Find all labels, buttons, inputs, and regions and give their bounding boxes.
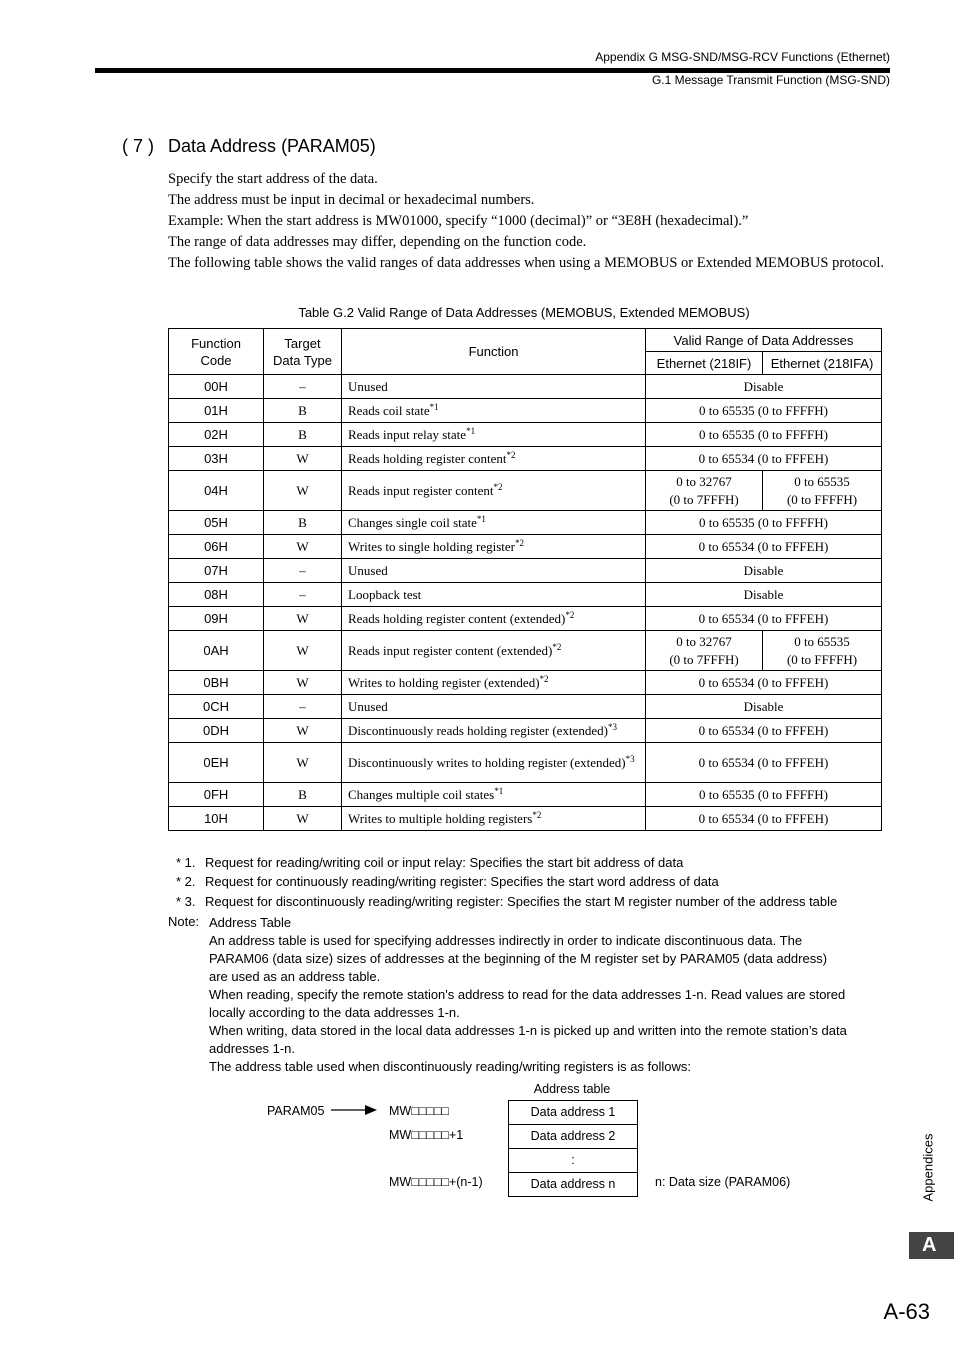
address-table-cell: Data address n: [530, 1177, 616, 1191]
function-text: Unused: [348, 379, 388, 394]
cell-range: 0 to 65534 (0 to FFFEH): [646, 447, 882, 471]
cell-function-code: 01H: [169, 399, 264, 423]
cell-function-code: 08H: [169, 583, 264, 607]
footnote-ref: *2: [532, 810, 542, 820]
note-title: Address Table: [209, 915, 292, 930]
cell-range: Disable: [646, 559, 882, 583]
function-text: Reads input relay state: [348, 427, 467, 442]
cell-range: 0 to 65534 (0 to FFFEH): [646, 719, 882, 743]
function-text: Discontinuously writes to holding register (extended): [348, 755, 626, 770]
cell-range: Disable: [646, 583, 882, 607]
cell-function-code: 07H: [169, 559, 264, 583]
cell-data-type: –: [264, 583, 342, 607]
body-text: [168, 169, 892, 274]
table-body: [169, 375, 882, 831]
cell-function: [342, 743, 646, 783]
function-text: Writes to holding register (extended): [348, 675, 540, 690]
cell-data-type: W: [264, 719, 342, 743]
cell-data-type: B: [264, 511, 342, 535]
body-paragraph: Specify the start address of the data.: [168, 171, 378, 187]
range-hex: (0 to FFFFH): [786, 491, 858, 507]
table-row: [169, 423, 882, 447]
appendices-tab-label: Appendices: [920, 1133, 936, 1202]
cell-function: [342, 423, 646, 447]
function-text: Reads input register content (extended): [348, 643, 553, 658]
cell-range: 0 to 65534 (0 to FFFEH): [646, 607, 882, 631]
table-row: [169, 607, 882, 631]
cell-data-type: W: [264, 807, 342, 831]
table-row: [169, 535, 882, 559]
cell-function-code: 02H: [169, 423, 264, 447]
footnote-ref: *2: [493, 482, 503, 492]
address-table-cell: :: [509, 1149, 637, 1173]
cell-function: [342, 511, 646, 535]
cell-range: 0 to 65535 (0 to FFFFH): [646, 511, 882, 535]
cell-function: [342, 631, 646, 671]
header-function-code: Function Code: [169, 329, 264, 375]
cell-range-218ifa: [763, 631, 882, 671]
header-ethernet-218if: Ethernet (218IF): [646, 352, 763, 375]
cell-function-code: 00H: [169, 375, 264, 399]
cell-function: [342, 719, 646, 743]
mw-plus1-label: MW□□□□□+1: [389, 1128, 464, 1142]
footnote-text: Request for discontinuously reading/writing register: Specifies the start M register number of the address table: [205, 894, 838, 909]
function-text: Reads holding register content (extended): [348, 611, 566, 626]
table-caption: Table G.2 Valid Range of Data Addresses (MEMOBUS, Extended MEMOBUS): [298, 305, 750, 320]
footnote-mark: * 2.: [176, 874, 196, 889]
running-header-section: G.1 Message Transmit Function (MSG-SND): [651, 73, 890, 87]
note-paragraph: When reading, specify the remote station's address to read for the data addresses 1-n. Read values are stored locally according to the data addresses 1-n.: [209, 987, 846, 1020]
cell-function: [342, 671, 646, 695]
cell-function-code: 0BH: [169, 671, 264, 695]
table-row: [169, 399, 882, 423]
section-heading: [122, 136, 376, 157]
note-paragraph: The address table used when discontinuously reading/writing registers is as follows:: [209, 1059, 691, 1074]
cell-data-type: W: [264, 471, 342, 511]
cell-function: [342, 807, 646, 831]
table-row: [169, 559, 882, 583]
arrow-right-icon: [331, 1103, 379, 1117]
range-hex: (0 to 7FFFH): [669, 491, 739, 507]
table-row: [169, 471, 882, 511]
cell-function: [342, 559, 646, 583]
cell-function: [342, 583, 646, 607]
section-number: ( 7 ): [122, 136, 155, 156]
param05-label: PARAM05: [267, 1104, 325, 1118]
cell-data-type: B: [264, 423, 342, 447]
mw-start-label: MW□□□□□: [389, 1104, 449, 1118]
footnote-ref: *2: [515, 538, 525, 548]
cell-range: 0 to 65534 (0 to FFFEH): [646, 743, 882, 783]
note-body: [209, 914, 849, 1076]
function-text: Unused: [348, 563, 388, 578]
footnote-text: Request for reading/writing coil or input relay: Specifies the start bit address of data: [205, 855, 684, 870]
cell-range: Disable: [646, 695, 882, 719]
mw-last-label: MW□□□□□+(n-1): [389, 1175, 483, 1189]
cell-function: [342, 399, 646, 423]
page-number: A-63: [883, 1299, 930, 1324]
header-valid-range: Valid Range of Data Addresses: [646, 329, 882, 352]
appendices-side-tab: [910, 1130, 936, 1210]
cell-function: [342, 471, 646, 511]
note-paragraph: When writing, data stored in the local data addresses 1-n is picked up and written into the remote station’s data addresses 1-n.: [209, 1023, 847, 1056]
function-text: Loopback test: [348, 587, 422, 602]
footnote-ref: *2: [539, 674, 549, 684]
footnote-mark: * 1.: [176, 855, 196, 870]
table-row: [169, 695, 882, 719]
table-row: [169, 583, 882, 607]
appendix-letter-tab: A: [909, 1232, 954, 1259]
cell-range: 0 to 65534 (0 to FFFEH): [646, 671, 882, 695]
footnote-ref: *1: [466, 426, 476, 436]
footnote-3: [176, 894, 837, 909]
cell-function: [342, 607, 646, 631]
address-table-title: Address table: [533, 1082, 611, 1096]
cell-range-218ifa: [763, 471, 882, 511]
footnote-2: [176, 874, 719, 889]
cell-data-type: W: [264, 447, 342, 471]
cell-data-type: –: [264, 559, 342, 583]
cell-range: 0 to 65534 (0 to FFFEH): [646, 535, 882, 559]
cell-data-type: B: [264, 399, 342, 423]
header-target-data-type: Target Data Type: [264, 329, 342, 375]
cell-function-code: 03H: [169, 447, 264, 471]
cell-function-code: 0AH: [169, 631, 264, 671]
data-size-note: n: Data size (PARAM06): [655, 1175, 791, 1189]
cell-data-type: B: [264, 783, 342, 807]
cell-data-type: W: [264, 743, 342, 783]
cell-data-type: –: [264, 695, 342, 719]
header-function: Function: [342, 329, 646, 375]
footnote-ref: *1: [494, 786, 504, 796]
address-table: [508, 1100, 638, 1197]
cell-range: 0 to 65535 (0 to FFFFH): [646, 783, 882, 807]
table-row: [169, 719, 882, 743]
cell-function: [342, 783, 646, 807]
function-text: Writes to single holding register: [348, 539, 516, 554]
address-range-table: [168, 328, 882, 831]
footnote-1: [176, 855, 683, 870]
cell-range: 0 to 65534 (0 to FFFEH): [646, 807, 882, 831]
cell-function-code: 0CH: [169, 695, 264, 719]
body-paragraph: The address must be input in decimal or hexadecimal numbers.: [168, 192, 535, 208]
range-value: 0 to 32767: [676, 473, 732, 489]
body-paragraph: The following table shows the valid ranges of data addresses when using a MEMOBUS or Extended MEMOBUS protocol.: [168, 255, 885, 271]
cell-range: 0 to 65535 (0 to FFFFH): [646, 423, 882, 447]
address-table-cell: Data address 2: [509, 1125, 637, 1149]
body-paragraph: The range of data addresses may differ, depending on the function code.: [168, 234, 587, 250]
cell-range: 0 to 65535 (0 to FFFFH): [646, 399, 882, 423]
range-value: 0 to 65535: [794, 633, 850, 649]
cell-function-code: 09H: [169, 607, 264, 631]
footnote-ref: *1: [429, 402, 439, 412]
cell-function-code: 10H: [169, 807, 264, 831]
cell-function: [342, 375, 646, 399]
cell-function-code: 04H: [169, 471, 264, 511]
function-text: Discontinuously reads holding register (extended): [348, 723, 608, 738]
cell-function: [342, 535, 646, 559]
cell-data-type: W: [264, 607, 342, 631]
footnote-ref: *3: [625, 754, 635, 764]
cell-function-code: 06H: [169, 535, 264, 559]
table-row: [169, 671, 882, 695]
function-text: Changes multiple coil states: [348, 787, 495, 802]
cell-data-type: W: [264, 535, 342, 559]
footnote-ref: *2: [506, 450, 516, 460]
table-row: [169, 375, 882, 399]
address-table-cell: Data address 1: [509, 1101, 637, 1125]
footnote-ref: *2: [552, 642, 562, 652]
footnote-ref: *2: [565, 610, 575, 620]
table-row: [169, 447, 882, 471]
footnote-mark: * 3.: [176, 894, 196, 909]
range-value: 0 to 32767: [676, 633, 732, 649]
footnote-text: Request for continuously reading/writing register: Specifies the start word address of data: [205, 874, 719, 889]
footnote-ref: *1: [476, 514, 486, 524]
function-text: Changes single coil state: [348, 515, 477, 530]
header-ethernet-218ifa: Ethernet (218IFA): [763, 352, 882, 375]
function-text: Reads input register content: [348, 483, 494, 498]
range-value: 0 to 65535: [794, 473, 850, 489]
function-text: Writes to multiple holding registers: [348, 811, 533, 826]
cell-function-code: 0DH: [169, 719, 264, 743]
cell-function-code: 0FH: [169, 783, 264, 807]
body-paragraph: Example: When the start address is MW01000, specify “1000 (decimal)” or “3E8H (hexadecimal).”: [168, 213, 749, 229]
table-row: [169, 511, 882, 535]
function-text: Reads holding register content: [348, 451, 507, 466]
running-header-chapter: Appendix G MSG-SND/MSG-RCV Functions (Ethernet): [595, 50, 890, 64]
table-row: [169, 631, 882, 671]
range-hex: (0 to 7FFFH): [669, 651, 739, 667]
footnote-ref: *3: [607, 722, 617, 732]
cell-data-type: W: [264, 671, 342, 695]
table-row: [169, 807, 882, 831]
section-title: Data Address (PARAM05): [168, 136, 376, 156]
note-label: Note:: [168, 914, 200, 929]
cell-function: [342, 695, 646, 719]
range-hex: (0 to FFFFH): [786, 651, 858, 667]
cell-function-code: 0EH: [169, 743, 264, 783]
cell-data-type: W: [264, 631, 342, 671]
function-text: Reads coil state: [348, 403, 430, 418]
cell-range: Disable: [646, 375, 882, 399]
table-row: [169, 783, 882, 807]
cell-function: [342, 447, 646, 471]
note-paragraph: An address table is used for specifying addresses indirectly in order to indicate discontinuous data. The PARAM06 (data size) sizes of addresses at the beginning of the M register set by PARAM05 (data address) are used as an address table.: [209, 933, 828, 984]
cell-range-218if: [646, 471, 763, 511]
cell-data-type: –: [264, 375, 342, 399]
function-text: Unused: [348, 699, 388, 714]
table-row: [169, 743, 882, 783]
cell-range-218if: [646, 631, 763, 671]
cell-function-code: 05H: [169, 511, 264, 535]
